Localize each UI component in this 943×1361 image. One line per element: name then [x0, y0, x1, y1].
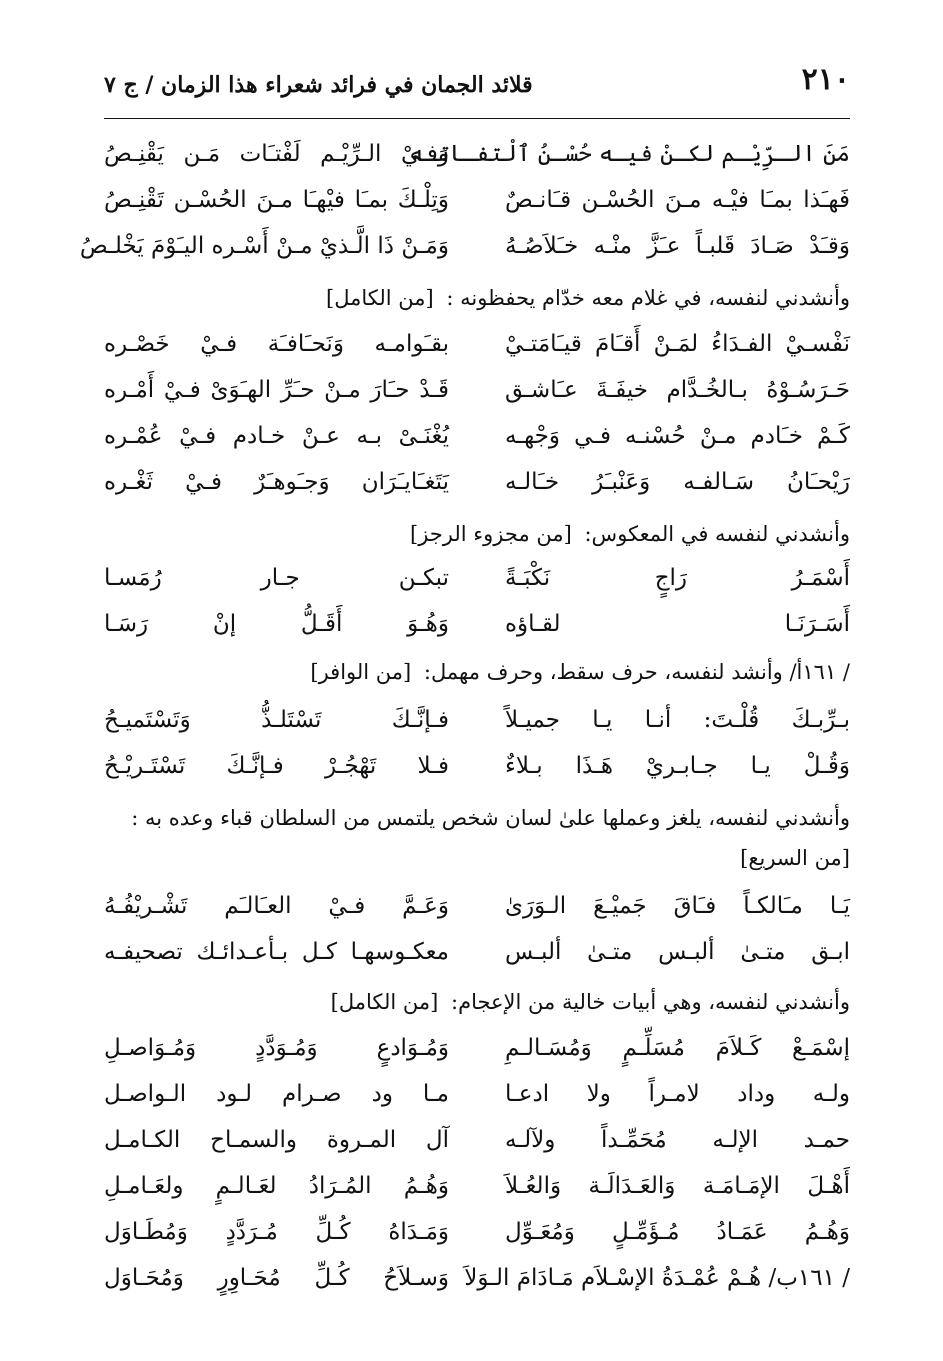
verse-line — [104, 558, 850, 598]
meter-label: [من الوافر] — [310, 660, 412, 684]
verse-second-hemistich: وَعَـمَّ فـيْ العـَالـَم تَشْـريْفُـهُ — [104, 893, 449, 919]
verse-line — [104, 416, 850, 456]
verse-second-hemistich: وَتِلْـكَ بمـَا فيْهـَا مـنَ الحُسْـن تَقْنِـصُ — [104, 187, 449, 213]
meter-label: [من الكامل] — [330, 990, 439, 1014]
verse-first-hemistich: ولـه وداد لامـراً ولا ادعـا — [505, 1081, 850, 1107]
verse-first-hemistich: أَهْـلَ الإمَـامَـة وَالعَـدَالَـة وَالعُـلاَ — [505, 1173, 850, 1199]
verse-first-hemistich: إسْمَـعْ كَـلاَمَ مُسَلِّـمٍ وَمُسَـالـمِ — [505, 1035, 850, 1061]
verse-line — [104, 1120, 850, 1160]
verse-first-hemistich: أَسَـرَنَـا لقـاؤه — [505, 611, 850, 637]
verse-line — [104, 700, 850, 740]
verse-first-hemistich: / ١٦١ب/ هُـمْ عُمْـدَةُ الإسْـلاَم مَـادَامَ الـوَلاَ — [464, 1265, 850, 1291]
verse-first-hemistich: ابـق متـىٰ ألبـس متـىٰ ألبـس — [505, 939, 850, 965]
header-rule — [104, 118, 850, 119]
verse-line — [104, 604, 850, 644]
running-title: قلائد الجمان في فرائد شعراء هذا الزمان / ج ٧ — [104, 72, 533, 98]
verse-second-hemistich: بقـَوامـه وَنَحـَافـَة فـيْ خَصْـره — [104, 331, 449, 357]
verse-second-hemistich: وَمَـدَاهُ كُـلِّ مُـرَدَّدٍ وَمُطَـاوَل — [104, 1219, 449, 1245]
intro-text: وأنشدني لنفسه، في غلام معه خدّام يحفظونه : — [446, 286, 850, 310]
verse-second-hemistich: معكـوسهـا كـل بـأعـدائـك تصحيفـه — [104, 939, 449, 965]
verse-second-hemistich: وَفـيْ الـرِّيْـم لَفْتـَات مَـن يَقْنِـصُ — [104, 141, 449, 167]
verse-first-hemistich: فَهـَذا بمـَا فيْـه مـنَ الحُسْـن قـَانـصٌ — [505, 187, 850, 213]
verse-first-hemistich: وَقـَدْ صَـادَ قَلبـاً عـَزَّ منْـه خـَلاَصُـهُ — [505, 233, 850, 259]
verse-line — [104, 1028, 850, 1068]
verse-line — [104, 1258, 850, 1298]
verse-first-hemistich: كَـمْ خـَادم مـنْ حُسْنـه فـي وَجْهـه — [505, 423, 850, 449]
poem-introduction — [104, 982, 912, 1022]
meter-label: [من مجزوء الرجز] — [410, 522, 572, 546]
verse-first-hemistich: نَفْسـيْ الفـدَاءُ لمَـنْ أَقـَامَ قيـَامَتـيْ — [505, 331, 850, 357]
verse-second-hemistich: وَهُـوَ أَقَـلُّ إنْ رَسَـا — [104, 611, 449, 637]
poem-introduction — [104, 652, 912, 692]
verse-line — [104, 324, 850, 364]
verse-second-hemistich: قَـدْ حـَارَ مـنْ حـَرِّ الهـَوَىْ فـيْ أَمْـره — [104, 377, 449, 403]
verse-first-hemistich: بـرِّبـكَ قُلْـتَ: أنـا يـا جميـلاً — [505, 707, 850, 733]
verse-second-hemistich: فـإنَّـكَ تَسْتَلـذُّ وَتَسْتَميـحُ — [104, 707, 449, 733]
page-number: ٢١٠ — [801, 62, 850, 97]
verse-second-hemistich: وَمُـوَادعٍ وَمُـوَدَّدٍ وَمُـوَاصـلِ — [104, 1035, 449, 1061]
verse-line — [104, 1166, 850, 1206]
verse-first-hemistich: أَسْمَـرُ رَاجٍ نَكْبَـةً — [505, 565, 850, 591]
poem-introduction — [104, 278, 912, 318]
verse-line — [104, 134, 850, 174]
intro-text: / ١٦١أ/ وأنشد لنفسه، حرف سقط، وحرف مهمل: — [423, 660, 850, 684]
verse-line — [104, 1212, 850, 1252]
verse-second-hemistich: وَسـلاَحُ كُـلِّ مُحَـاوِرٍ وَمُحَـاوَل — [104, 1265, 449, 1291]
verse-line — [104, 370, 850, 410]
verse-first-hemistich: وَهُـمُ عَمَـادُ مُـؤَمِّـلٍ وَمُعَـوِّل — [505, 1219, 850, 1245]
verse-line — [104, 932, 850, 972]
intro-text: وأنشدني لنفسه، يلغز وعملها علىٰ لسان شخص يلتمس من السلطان قباء وعده به : — [131, 806, 850, 830]
verse-line — [104, 462, 850, 502]
page-header — [104, 62, 850, 112]
verse-first-hemistich: يَـا مـَالكـاً فـَاقَ جَميْـعَ الـوَرَىٰ — [505, 893, 850, 919]
verse-line — [104, 180, 850, 220]
verse-first-hemistich: رَيْحـَانُ سَـالفـه وَعَنْبـَرُ خـَالـه — [505, 469, 850, 495]
verse-second-hemistich: وَمَـنْ ذَا الَّـذيْ مـنْ أَسْـره اليـَوْمَ يَخْلـصُ — [79, 233, 449, 259]
poem-introduction-continued — [104, 838, 850, 878]
verse-second-hemistich: وَهُـمُ المُـرَادُ لعَـالـمٍ ولعَـامـلِ — [104, 1173, 449, 1199]
verse-second-hemistich: آل المـروة والسمـاح الكـامـل — [104, 1127, 449, 1153]
poem-introduction — [104, 798, 912, 838]
verse-line — [104, 886, 850, 926]
verse-line — [79, 226, 850, 266]
intro-text: وأنشدني لنفسه، وهي أبيات خالية من الإعجام: — [451, 990, 850, 1014]
verse-second-hemistich: تبكـن جـار رُمَسـا — [104, 565, 449, 591]
verse-second-hemistich: فـلا تَهْجُـرْ فـإنَّـكَ تَسْتَـريْـحُ — [104, 753, 449, 779]
meter-label: [من الكامل] — [326, 286, 434, 310]
verse-second-hemistich: يَتَغـَايـَرَان وَجـَوهـَرٌ فـيْ ثَغْـره — [104, 469, 449, 495]
verse-first-hemistich: وَقُـلْ يـا جـابـريْ هَـذَا بـلاءٌ — [505, 753, 850, 779]
verse-first-hemistich: مَنَ الـرِّيْـم لكـنْ فيـه حُسْـنُ ٱلْتفـاتـه — [409, 141, 850, 167]
intro-text: وأنشدني لنفسه في المعكوس: — [584, 522, 850, 546]
verse-second-hemistich: مـا ود صـرام لـود الـواصـل — [104, 1081, 449, 1107]
verse-first-hemistich: حمـد الإلـه مُحَمِّـداً ولآلـه — [505, 1127, 850, 1153]
poem-introduction — [104, 514, 912, 554]
verse-line — [104, 1074, 850, 1114]
verse-second-hemistich: يُغْنَـىْ بـه عـنْ خـادم فـيْ عُمْـره — [104, 423, 449, 449]
meter-label: [من السريع] — [740, 846, 850, 870]
verse-line — [104, 746, 850, 786]
verse-first-hemistich: حَـرَسُـوْهُ بـالخُـدَّام خيفَـةَ عـَاشـق — [505, 377, 850, 403]
